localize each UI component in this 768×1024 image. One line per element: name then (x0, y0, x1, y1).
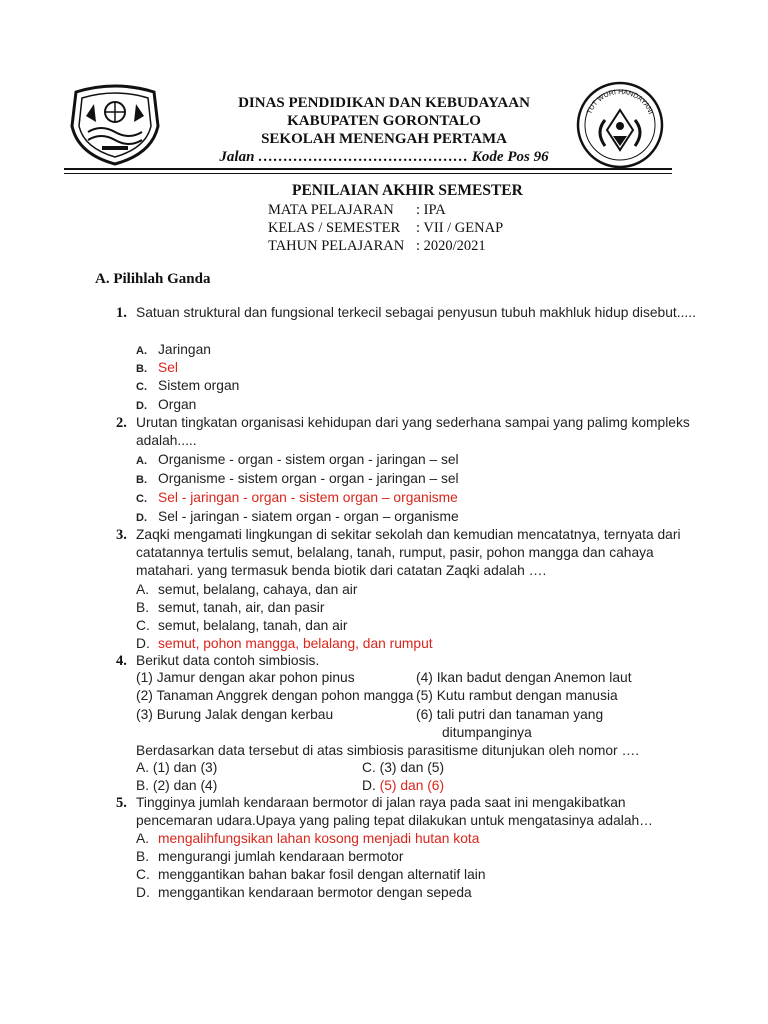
option-b (136, 359, 178, 378)
section-heading: A. Pilihlah Ganda (95, 271, 211, 287)
option-text-answer: semut, pohon mangga, belalang, dan rumput (158, 636, 433, 651)
option-text-answer: (5) dan (6) (379, 778, 445, 793)
option-letter: D. (136, 400, 147, 412)
option-letter: B. (136, 600, 150, 615)
option-letter: D. (362, 778, 376, 793)
data-item: (4) Ikan badut dengan Anemon laut (416, 670, 632, 685)
question-line: pencemaran udara.Upaya yang paling tepat dilakukan untuk mengatasinya adalah… (136, 813, 653, 828)
option-c (362, 759, 444, 777)
data-item: (6) tali putri dan tanaman yang (416, 707, 604, 722)
option-b (136, 848, 403, 866)
option-d (362, 777, 444, 795)
question-number: 4. (116, 653, 127, 669)
question-text: Urutan tingkatan organisasi kehidupan dari yang sederhana sampai yang palimg kompleks adalah..... (136, 415, 690, 448)
question-number: 1. (116, 305, 127, 321)
meta-key: MATA PELAJARAN (268, 202, 394, 218)
option-text: mengurangi jumlah kendaraan bermotor (158, 849, 404, 864)
option-text: Organisme - organ - sistem organ - jaringan – sel (158, 452, 459, 467)
option-b (136, 777, 217, 795)
option-letter: C. (136, 618, 150, 633)
option-letter: C. (136, 867, 150, 882)
option-text: semut, belalang, tanah, dan air (158, 618, 348, 633)
option-letter: D. (136, 512, 147, 524)
meta-value: : VII / GENAP (416, 220, 504, 236)
data-item: (1) Jamur dengan akar pohon pinus (136, 670, 355, 685)
option-d (136, 884, 472, 902)
option-text: menggantikan bahan bakar fosil dengan alternatif lain (158, 867, 486, 882)
option-text: Sistem organ (158, 378, 240, 393)
meta-row-class (268, 219, 503, 237)
question-text: Berikut data contoh simbiosis. (136, 653, 320, 668)
option-text: Organisme - sistem organ - organ - jaringan – sel (158, 471, 459, 486)
option-text: Organ (158, 397, 197, 412)
option-letter: B. (136, 363, 147, 375)
option-a (136, 581, 357, 599)
option-letter: D. (136, 885, 150, 900)
option-letter: C. (136, 381, 147, 393)
question-line: Tingginya jumlah kendaraan bermotor di jalan raya pada saat ini mengakibatkan (136, 795, 626, 810)
meta-row-subject (268, 201, 503, 219)
option-letter: A. (136, 345, 147, 357)
data-item: (3) Burung Jalak dengan kerbau (136, 707, 334, 722)
option-text: Jaringan (158, 342, 211, 357)
question-line: Zaqki mengamati lingkungan di sekitar sekolah dan kemudian mencatatnya, ternyata dari (136, 527, 681, 542)
school-address: Jalan …………………………………… Kode Pos 96 (219, 149, 549, 165)
option-letter: B. (136, 849, 150, 864)
option-d (136, 508, 459, 527)
option-c (136, 377, 239, 396)
meta-row-year (268, 237, 503, 255)
question-line: catatannya tertulis semut, belalang, tanah, rumput, pasir, pohon mangga dan cahaya (136, 545, 654, 560)
meta-value: : IPA (416, 202, 446, 218)
question-line: matahari. yang termasuk benda biotik dari catatan Zaqki adalah …. (136, 563, 547, 578)
option-d (136, 396, 196, 415)
option-text: Sel - jaringan - siatem organ - organ – organisme (158, 509, 459, 524)
question-prompt: Berdasarkan data tersebut di atas simbiosis parasitisme ditunjukan oleh nomor …. (136, 743, 640, 758)
option-letter: A. (136, 760, 150, 775)
meta-key: KELAS / SEMESTER (268, 220, 401, 236)
question-number: 5. (116, 795, 127, 811)
regency-name: KABUPATEN GORONTALO (287, 113, 481, 129)
question-text (136, 794, 696, 830)
option-letter: B. (136, 778, 150, 793)
exam-title: PENILAIAN AKHIR SEMESTER (292, 182, 523, 199)
option-letter: B. (136, 474, 147, 486)
option-d (136, 635, 433, 653)
data-item: (2) Tanaman Anggrek dengan pohon mangga (136, 688, 414, 703)
school-name: SEKOLAH MENENGAH PERTAMA (261, 131, 507, 147)
option-text-answer: Sel (158, 360, 178, 375)
data-item: (5) Kutu rambut dengan manusia (416, 688, 618, 703)
option-text: (1) dan (3) (152, 760, 218, 775)
letterhead-divider-thin (64, 173, 672, 174)
question-number: 2. (116, 415, 127, 431)
option-a (136, 341, 211, 360)
meta-key: TAHUN PELAJARAN (268, 238, 405, 254)
option-letter: A. (136, 582, 150, 597)
data-item-continued: ditumpanginya (442, 725, 532, 740)
option-letter: D. (136, 636, 150, 651)
option-a (136, 830, 479, 848)
option-text-answer: Sel - jaringan - organ - sistem organ – organisme (158, 490, 458, 505)
question-text (136, 526, 696, 580)
meta-value: : 2020/2021 (416, 238, 486, 254)
option-a (136, 759, 217, 777)
question-number: 3. (116, 527, 127, 543)
letterhead (170, 94, 598, 166)
letterhead-divider-thick (64, 168, 672, 170)
option-c (136, 866, 486, 884)
option-letter: A. (136, 831, 150, 846)
option-letter: A. (136, 455, 147, 467)
option-letter: C. (362, 760, 376, 775)
exam-meta (268, 201, 503, 255)
option-c (136, 489, 458, 508)
option-text: semut, tanah, air, dan pasir (158, 600, 325, 615)
option-text: semut, belalang, cahaya, dan air (158, 582, 358, 597)
option-b (136, 470, 459, 489)
option-text-answer: mengalihfungsikan lahan kosong menjadi hutan kota (158, 831, 480, 846)
option-text: menggantikan kendaraan bermotor dengan sepeda (158, 885, 472, 900)
logo-motto-text: TUT WURI HANDAYANI (586, 88, 654, 116)
option-c (136, 617, 347, 635)
regency-emblem-logo (66, 82, 164, 166)
option-letter: C. (136, 493, 147, 505)
option-text: (3) dan (5) (379, 760, 445, 775)
question-text: Satuan struktural dan fungsional terkecil sebagai penyusun tubuh makhluk hidup disebut..... (136, 305, 696, 320)
agency-name: DINAS PENDIDIKAN DAN KEBUDAYAAN (238, 95, 530, 111)
option-a (136, 451, 459, 470)
option-text: (2) dan (4) (152, 778, 218, 793)
option-b (136, 599, 324, 617)
